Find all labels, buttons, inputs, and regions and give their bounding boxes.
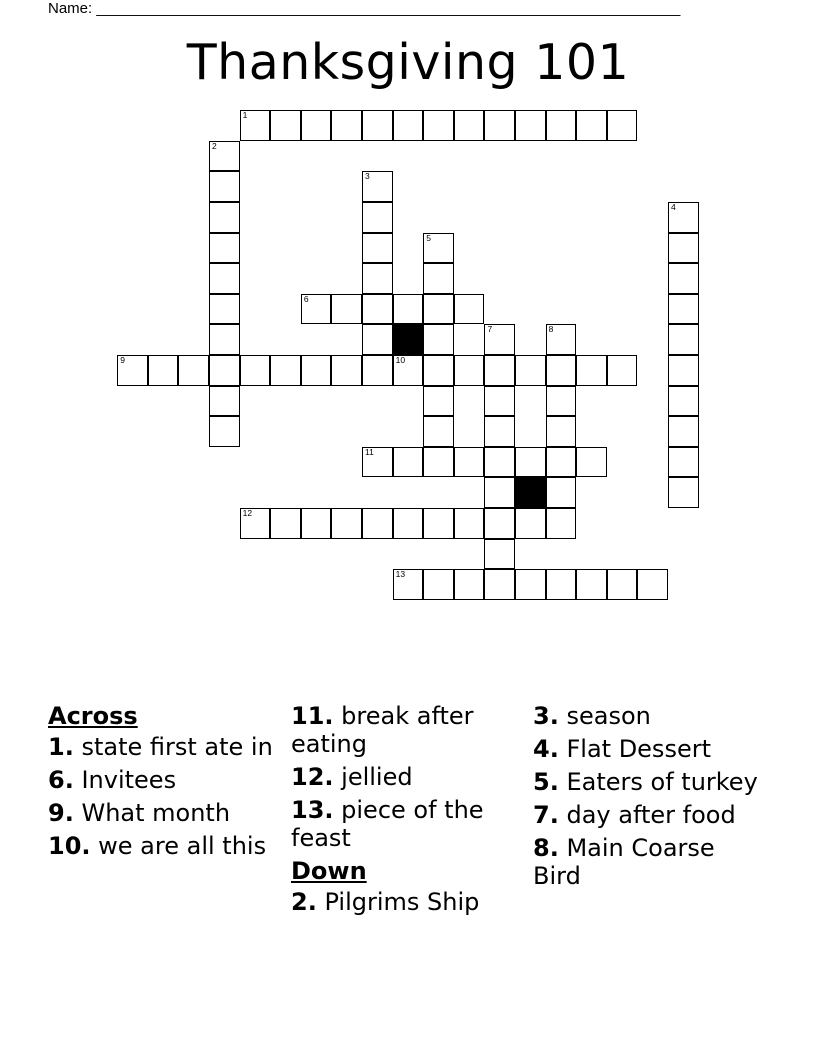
- grid-cell[interactable]: [546, 386, 577, 417]
- grid-cell[interactable]: [484, 416, 515, 447]
- grid-cell[interactable]: [209, 171, 240, 202]
- clue-number-label: 13: [395, 569, 406, 580]
- grid-cell[interactable]: [423, 263, 454, 294]
- grid-cell[interactable]: [607, 355, 638, 386]
- grid-cell[interactable]: [301, 508, 332, 539]
- grid-cell[interactable]: [668, 294, 699, 325]
- grid-cell[interactable]: [423, 447, 454, 478]
- clue-number-label: 3: [365, 171, 370, 182]
- grid-cell[interactable]: [393, 569, 424, 600]
- clue-column-3: [533, 702, 769, 895]
- grid-cell[interactable]: [484, 539, 515, 570]
- clue-number: 13.: [291, 796, 334, 824]
- grid-cell[interactable]: [637, 569, 668, 600]
- clue-number-label: 12: [242, 508, 253, 519]
- clue-number-label: 6: [303, 293, 309, 304]
- grid-cell[interactable]: [393, 294, 424, 325]
- grid-cell[interactable]: [117, 355, 148, 386]
- clue-text: Pilgrims Ship: [324, 888, 480, 916]
- grid-cell[interactable]: [331, 508, 362, 539]
- grid-cell[interactable]: [515, 447, 546, 478]
- clue-text: season: [566, 702, 651, 730]
- clue-text: day after food: [566, 801, 736, 829]
- clue-number: 6.: [48, 766, 74, 794]
- grid-cell[interactable]: [484, 569, 515, 600]
- grid-cell[interactable]: [484, 324, 515, 355]
- grid-cell[interactable]: [423, 386, 454, 417]
- grid-cell[interactable]: [240, 508, 271, 539]
- grid-cell[interactable]: [546, 416, 577, 447]
- clue-number: 4.: [533, 735, 559, 763]
- grid-cell[interactable]: [331, 110, 362, 141]
- grid-cell[interactable]: [393, 447, 424, 478]
- clue-text: Invitees: [81, 766, 177, 794]
- clue-number-label: 1: [242, 110, 248, 121]
- clue-number-label: 2: [212, 140, 217, 151]
- name-field-label: Name: ______________________________________________________________________: [48, 0, 681, 17]
- grid-cell[interactable]: [393, 355, 424, 386]
- clue-text: Eaters of turkey: [566, 768, 758, 796]
- black-cell: [393, 324, 424, 355]
- clue-number-label: 7: [487, 324, 493, 335]
- grid-cell[interactable]: [423, 324, 454, 355]
- across-heading: Across: [48, 702, 138, 730]
- grid-cell[interactable]: [209, 202, 240, 233]
- grid-cell[interactable]: [362, 447, 393, 478]
- grid-cell[interactable]: [668, 233, 699, 264]
- grid-cell[interactable]: [362, 294, 393, 325]
- grid-cell[interactable]: [515, 508, 546, 539]
- grid-cell[interactable]: [668, 416, 699, 447]
- grid-cell[interactable]: [270, 508, 301, 539]
- grid-cell[interactable]: [454, 447, 485, 478]
- clue-text: break after eating: [291, 702, 474, 758]
- grid-cell[interactable]: [362, 324, 393, 355]
- grid-cell[interactable]: [546, 447, 577, 478]
- clue-down-7: [533, 801, 769, 829]
- grid-cell[interactable]: [270, 110, 301, 141]
- clue-across-12: [291, 763, 527, 791]
- grid-cell[interactable]: [668, 263, 699, 294]
- grid-cell[interactable]: [362, 171, 393, 202]
- grid-cell[interactable]: [393, 508, 424, 539]
- grid-cell[interactable]: [484, 355, 515, 386]
- grid-cell[interactable]: [454, 355, 485, 386]
- clue-number: 1.: [48, 733, 74, 761]
- clue-number: 5.: [533, 768, 559, 796]
- grid-cell[interactable]: [668, 202, 699, 233]
- grid-cell[interactable]: [423, 233, 454, 264]
- grid-cell[interactable]: [301, 294, 332, 325]
- grid-cell[interactable]: [331, 355, 362, 386]
- grid-cell[interactable]: [209, 141, 240, 172]
- grid-cell[interactable]: [209, 294, 240, 325]
- black-cell: [515, 477, 546, 508]
- grid-cell[interactable]: [576, 355, 607, 386]
- grid-cell[interactable]: [454, 569, 485, 600]
- clue-number: 11.: [291, 702, 334, 730]
- clue-down-2: [291, 888, 527, 916]
- clue-text: state first ate in: [81, 733, 273, 761]
- clue-down-8: [533, 834, 769, 890]
- clue-number-label: 4: [671, 202, 676, 213]
- clue-number-label: 9: [120, 355, 125, 366]
- grid-cell[interactable]: [423, 294, 454, 325]
- down-heading: Down: [291, 857, 367, 885]
- grid-cell[interactable]: [546, 110, 577, 141]
- clue-text: Main Coarse Bird: [533, 834, 715, 890]
- grid-cell[interactable]: [484, 386, 515, 417]
- grid-cell[interactable]: [240, 355, 271, 386]
- clue-number: 8.: [533, 834, 559, 862]
- clue-column-1: [48, 702, 284, 865]
- grid-cell[interactable]: [668, 324, 699, 355]
- grid-cell[interactable]: [668, 355, 699, 386]
- grid-cell[interactable]: [301, 355, 332, 386]
- grid-cell[interactable]: [209, 355, 240, 386]
- grid-cell[interactable]: [668, 386, 699, 417]
- grid-cell[interactable]: [668, 477, 699, 508]
- grid-cell[interactable]: [331, 294, 362, 325]
- clue-number: 9.: [48, 799, 74, 827]
- grid-cell[interactable]: [423, 569, 454, 600]
- grid-cell[interactable]: [546, 355, 577, 386]
- clue-text: Flat Dessert: [566, 735, 711, 763]
- clue-number-label: 11: [365, 446, 374, 457]
- grid-cell[interactable]: [362, 263, 393, 294]
- grid-cell[interactable]: [515, 569, 546, 600]
- grid-cell[interactable]: [209, 233, 240, 264]
- clue-text: we are all this: [98, 832, 267, 860]
- grid-cell[interactable]: [484, 477, 515, 508]
- grid-cell[interactable]: [484, 508, 515, 539]
- grid-cell[interactable]: [209, 386, 240, 417]
- grid-cell[interactable]: [454, 508, 485, 539]
- grid-cell[interactable]: [362, 110, 393, 141]
- clue-across-9: [48, 799, 284, 827]
- grid-cell[interactable]: [607, 569, 638, 600]
- grid-cell[interactable]: [423, 355, 454, 386]
- clue-down-3: [533, 702, 769, 730]
- clue-number: 12.: [291, 763, 334, 791]
- grid-cell[interactable]: [240, 110, 271, 141]
- clue-text: jellied: [341, 763, 413, 791]
- clue-across-6: [48, 766, 284, 794]
- grid-cell[interactable]: [178, 355, 209, 386]
- page-title: Thanksgiving 101: [186, 34, 630, 91]
- clue-across-11: [291, 702, 527, 758]
- grid-cell[interactable]: [484, 110, 515, 141]
- grid-cell[interactable]: [454, 110, 485, 141]
- clue-text: piece of the feast: [291, 796, 484, 852]
- clue-column-2: [291, 702, 527, 921]
- grid-cell[interactable]: [423, 416, 454, 447]
- clue-across-13: [291, 796, 527, 852]
- clue-number: 7.: [533, 801, 559, 829]
- grid-cell[interactable]: [209, 324, 240, 355]
- grid-cell[interactable]: [607, 110, 638, 141]
- clue-number: 10.: [48, 832, 91, 860]
- clue-number: 3.: [533, 702, 559, 730]
- grid-cell[interactable]: [576, 110, 607, 141]
- grid-cell[interactable]: [484, 447, 515, 478]
- grid-cell[interactable]: [362, 355, 393, 386]
- grid-cell[interactable]: [301, 110, 332, 141]
- grid-cell[interactable]: [454, 294, 485, 325]
- grid-cell[interactable]: [546, 569, 577, 600]
- grid-cell[interactable]: [362, 233, 393, 264]
- grid-cell[interactable]: [546, 324, 577, 355]
- grid-cell[interactable]: [515, 110, 546, 141]
- clue-number: 2.: [291, 888, 317, 916]
- grid-cell[interactable]: [546, 508, 577, 539]
- grid-cell[interactable]: [209, 416, 240, 447]
- clue-across-10: [48, 832, 284, 860]
- clue-down-4: [533, 735, 769, 763]
- grid-cell[interactable]: [546, 477, 577, 508]
- clue-number-label: 10: [395, 355, 406, 366]
- grid-cell[interactable]: [362, 508, 393, 539]
- grid-cell[interactable]: [515, 355, 546, 386]
- grid-cell[interactable]: [393, 110, 424, 141]
- grid-cell[interactable]: [362, 202, 393, 233]
- clue-across-1: [48, 733, 284, 761]
- grid-cell[interactable]: [576, 569, 607, 600]
- grid-cell[interactable]: [668, 447, 699, 478]
- clue-text: What month: [81, 799, 231, 827]
- grid-cell[interactable]: [423, 508, 454, 539]
- grid-cell[interactable]: [270, 355, 301, 386]
- grid-cell[interactable]: [209, 263, 240, 294]
- grid-cell[interactable]: [423, 110, 454, 141]
- grid-cell[interactable]: [576, 447, 607, 478]
- grid-cell[interactable]: [148, 355, 179, 386]
- clue-down-5: [533, 768, 769, 796]
- clue-number-label: 5: [426, 232, 431, 243]
- clue-number-label: 8: [548, 324, 554, 335]
